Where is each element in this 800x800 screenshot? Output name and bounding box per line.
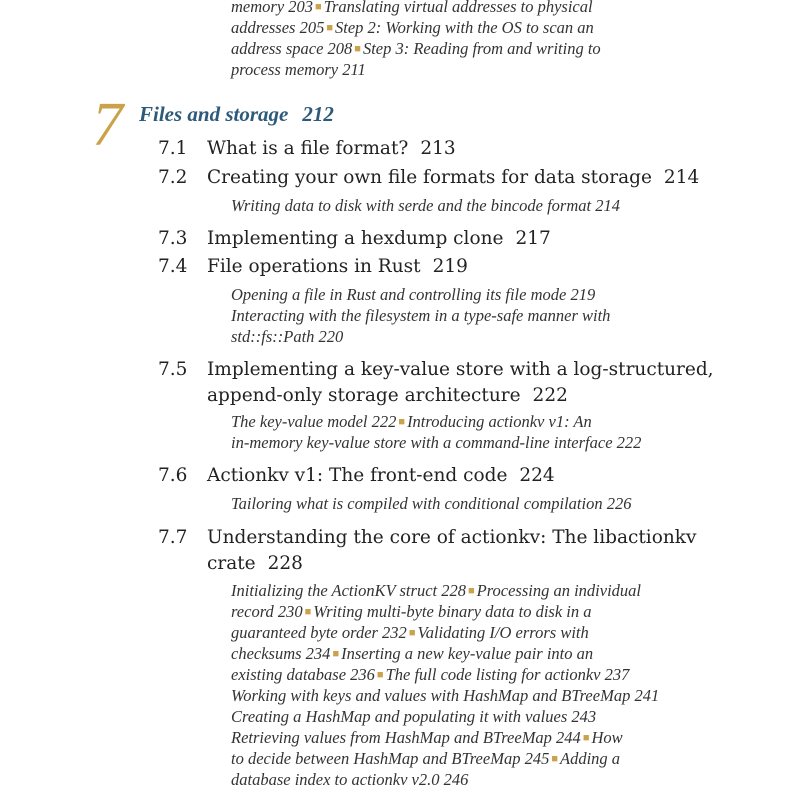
prev-subsection-line: memory 203 ■ Translating virtual addresses to physical bbox=[231, 0, 593, 16]
toc-section-7-5-cont[interactable] bbox=[207, 385, 568, 406]
toc-subsection[interactable]: std::fs::Path 220 bbox=[231, 327, 344, 346]
toc-subsection[interactable]: guaranteed byte order 232 ■ Validating I/O errors with bbox=[231, 623, 589, 642]
section-number: 7.4 bbox=[158, 256, 188, 277]
section-title-cont: append-only storage architecture bbox=[207, 385, 521, 406]
prev-subsection-line: process memory 211 bbox=[231, 60, 366, 79]
chapter-title[interactable] bbox=[139, 102, 334, 127]
toc-subsection[interactable]: Working with keys and values with HashMap and BTreeMap 241 bbox=[231, 686, 660, 705]
section-title: Implementing a key-value store with a log-structured, bbox=[207, 359, 714, 380]
bullet-icon: ■ bbox=[354, 43, 361, 55]
toc-subsection[interactable]: record 230 ■ Writing multi-byte binary data to disk in a bbox=[231, 602, 592, 621]
section-number: 7.2 bbox=[158, 167, 188, 188]
toc-subsection[interactable]: database index to actionkv v2.0 246 bbox=[231, 770, 469, 789]
section-page: 228 bbox=[267, 553, 303, 574]
toc-subsection[interactable]: Tailoring what is compiled with conditional compilation 226 bbox=[231, 494, 632, 513]
section-number: 7.3 bbox=[158, 228, 188, 249]
toc-subsection[interactable]: Interacting with the filesystem in a type-safe manner with bbox=[231, 306, 611, 325]
chapter-page: 212 bbox=[302, 102, 334, 126]
toc-subsection[interactable]: Retrieving values from HashMap and BTreeMap 244 ■ How bbox=[231, 728, 623, 747]
section-title: What is a file format? bbox=[207, 138, 409, 159]
toc-subsection[interactable]: checksums 234 ■ Inserting a new key-value pair into an bbox=[231, 644, 594, 663]
section-number: 7.5 bbox=[158, 359, 188, 380]
section-number: 7.7 bbox=[158, 527, 188, 548]
bullet-icon: ■ bbox=[332, 648, 340, 660]
bullet-icon: ■ bbox=[376, 669, 384, 681]
bullet-icon: ■ bbox=[315, 1, 322, 13]
bullet-icon: ■ bbox=[551, 753, 558, 765]
section-title: Implementing a hexdump clone bbox=[207, 228, 504, 249]
toc-subsection[interactable]: Writing data to disk with serde and the bincode format 214 bbox=[231, 196, 620, 215]
toc-subsection[interactable]: Creating a HashMap and populating it with values 243 bbox=[231, 707, 597, 726]
bullet-icon: ■ bbox=[408, 627, 416, 639]
section-title: Creating your own file formats for data storage bbox=[207, 167, 652, 188]
bullet-icon: ■ bbox=[467, 585, 475, 597]
section-page: 213 bbox=[420, 138, 456, 159]
prev-subsection-line: address space 208 ■ Step 3: Reading from and writing to bbox=[231, 39, 601, 58]
section-number: 7.1 bbox=[158, 138, 188, 159]
toc-subsection[interactable]: Opening a file in Rust and controlling its file mode 219 bbox=[231, 285, 596, 304]
chapter-title-text: Files and storage bbox=[139, 102, 289, 126]
section-title-cont: crate bbox=[207, 553, 256, 574]
chapter-number: 7 bbox=[92, 91, 123, 159]
section-title: Understanding the core of actionkv: The libactionkv bbox=[207, 527, 697, 548]
bullet-icon: ■ bbox=[398, 416, 406, 428]
bullet-icon: ■ bbox=[304, 606, 312, 618]
bullet-icon: ■ bbox=[326, 22, 334, 34]
section-page: 219 bbox=[432, 256, 468, 277]
toc-subsection[interactable]: Initializing the ActionKV struct 228 ■ Processing an individual bbox=[231, 581, 642, 600]
toc-subsection[interactable]: to decide between HashMap and BTreeMap 245 ■ Adding a bbox=[231, 749, 621, 768]
section-page: 217 bbox=[515, 228, 551, 249]
bullet-icon: ■ bbox=[582, 732, 590, 744]
section-number: 7.6 bbox=[158, 465, 188, 486]
prev-subsection-line: addresses 205 ■ Step 2: Working with the OS to scan an bbox=[231, 18, 594, 37]
toc-subsection[interactable]: in-memory key-value store with a command-line interface 222 bbox=[231, 433, 642, 452]
toc-subsection[interactable]: existing database 236 ■ The full code listing for actionkv 237 bbox=[231, 665, 630, 684]
section-page: 214 bbox=[663, 167, 700, 188]
section-page: 222 bbox=[532, 385, 568, 406]
section-page: 224 bbox=[519, 465, 555, 486]
toc-section-7-7-cont[interactable] bbox=[207, 553, 303, 574]
section-title: File operations in Rust bbox=[207, 256, 421, 277]
section-title: Actionkv v1: The front-end code bbox=[207, 465, 508, 486]
toc-subsection[interactable]: The key-value model 222 ■ Introducing actionkv v1: An bbox=[231, 412, 592, 431]
